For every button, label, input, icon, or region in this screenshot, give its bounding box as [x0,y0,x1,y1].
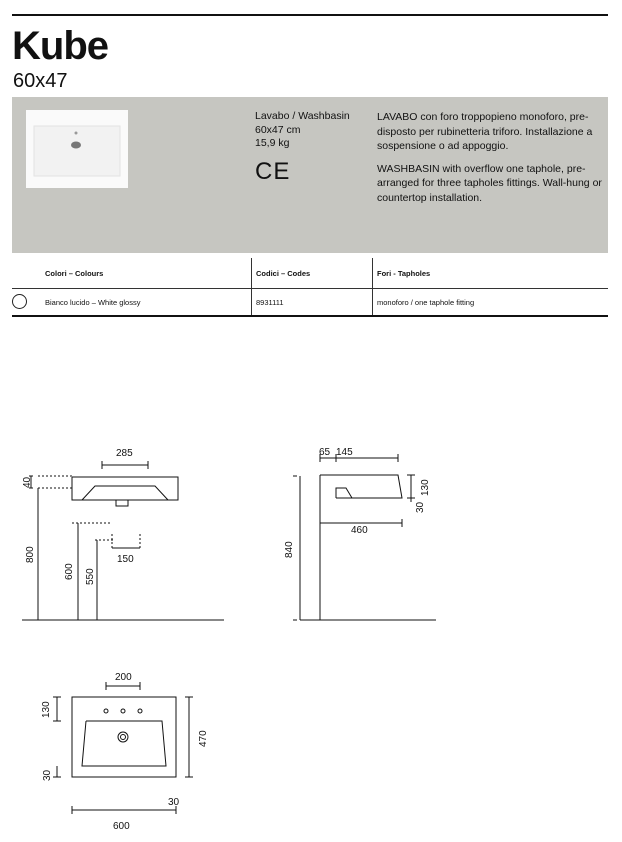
header-tapholes: Fori - Tapholes [377,268,431,278]
spec-dims: 60x47 cm [255,123,301,136]
description-it: LAVABO con foro troppopieno monoforo, pre-disposto per rubinetteria triforo. Installazione a sospensione o ad appoggio. [377,111,593,152]
dim-front-285: 285 [116,448,133,459]
dim-front-800: 800 [25,546,36,563]
dim-plan-30-left: 30 [42,769,53,781]
dim-front-150: 150 [117,554,134,565]
dim-plan-130: 130 [41,701,52,718]
dim-plan-200: 200 [115,672,132,683]
row-code: 8931111 [256,297,284,307]
dim-side-130: 130 [420,479,431,496]
dim-plan-600: 600 [113,821,130,832]
spec-weight: 15,9 kg [255,137,290,149]
header-colours: Colori – Colours [45,268,104,278]
dim-plan-470: 470 [198,730,209,747]
dim-front-550: 550 [85,568,96,585]
front-view [22,461,224,620]
plan-view [53,682,193,814]
dim-plan-30-right: 30 [168,797,180,808]
dim-side-145: 145 [336,447,353,458]
dim-front-40: 40 [22,476,33,488]
side-view [293,454,436,620]
header-codes: Codici – Codes [256,268,311,278]
product-name: Kube [12,24,108,68]
row-colour: Bianco lucido – White glossy [45,297,141,307]
row-tapholes: monoforo / one taphole fitting [377,297,475,307]
dim-side-840: 840 [284,541,295,558]
dim-side-65: 65 [319,447,331,458]
dim-side-30: 30 [415,501,426,513]
dim-front-600: 600 [64,563,75,580]
description-en: WASHBASIN with overflow one taphole, pre-arranged for three tapholes fittings. Wall-hung or countertop installation. [377,162,602,204]
spec-type: Lavabo / Washbasin [255,110,350,122]
dim-side-460: 460 [351,525,368,536]
ce-mark: CE [255,158,291,185]
product-size: 60x47 [13,70,68,92]
